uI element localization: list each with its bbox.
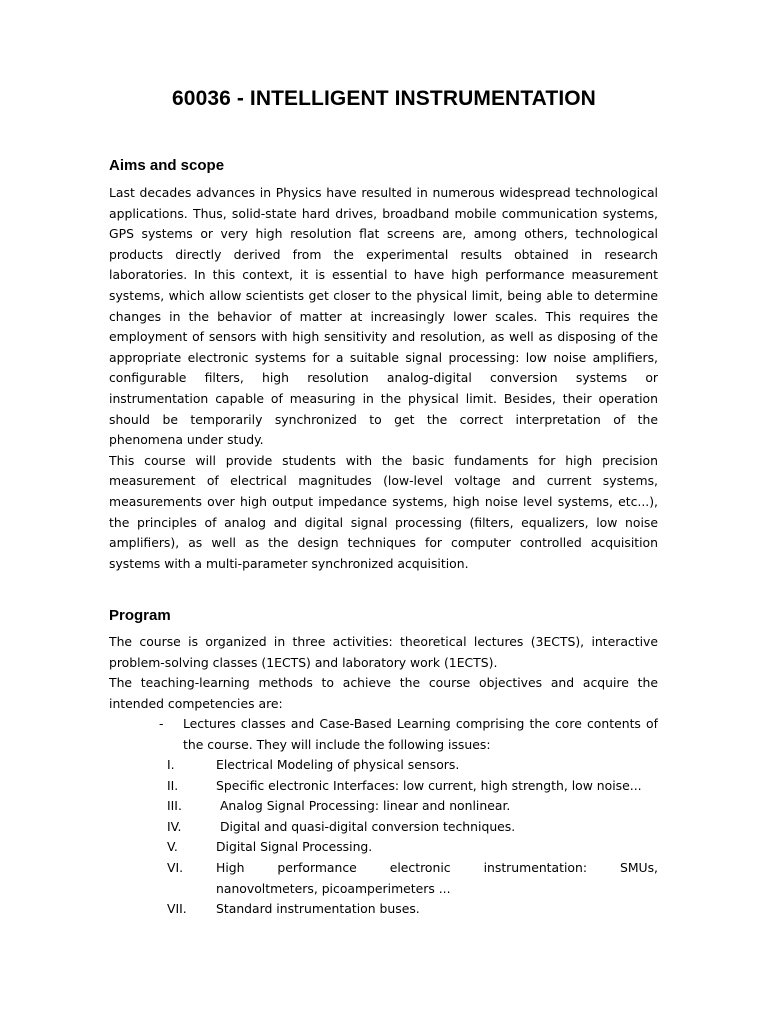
program-paragraphs xyxy=(109,632,658,714)
list-item-text: Digital Signal Processing. xyxy=(216,839,373,855)
aims-line: measurements over high output impedance systems, high noise level systems, etc...), xyxy=(109,493,658,509)
list-item-text: Digital and quasi-digital conversion techniques. xyxy=(216,818,516,834)
list-item-number: I. xyxy=(167,757,175,772)
aims-line: should be temporarily synchronized to get the correct interpretation of the xyxy=(109,411,658,427)
list-item-number: VI. xyxy=(167,859,184,875)
bullet-marker: - xyxy=(159,716,164,731)
list-item xyxy=(109,755,658,776)
aims-line: Last decades advances in Physics have resulted in numerous widespread technological xyxy=(109,185,658,200)
list-item xyxy=(109,899,658,920)
program-line: The course is organized in three activities: theoretical lectures (3ECTS), interactive xyxy=(109,634,658,649)
aims-line: amplifiers), as well as the design techniques for computer controlled acquisition xyxy=(109,535,658,551)
list-item xyxy=(109,817,658,838)
program-line: problem-solving classes (1ECTS) and laboratory work (1ECTS). xyxy=(109,654,498,670)
list-item-text: nanovoltmeters, picoamperimeters ... xyxy=(216,880,451,896)
aims-paragraphs xyxy=(109,183,658,574)
aims-line: configurable filters, high resolution analog-digital conversion systems or xyxy=(109,370,658,386)
aims-line: measurement of electrical magnitudes (low-level voltage and current systems, xyxy=(109,473,658,489)
bullet-line: Lectures classes and Case-Based Learning comprising the core contents of xyxy=(183,716,658,731)
list-item-text: Electrical Modeling of physical sensors. xyxy=(216,757,460,772)
issues-list xyxy=(109,755,658,920)
list-item xyxy=(109,776,658,797)
list-item-text: Specific electronic Interfaces: low current, high strength, low noise... xyxy=(216,777,642,793)
list-item xyxy=(109,796,658,817)
list-item xyxy=(109,858,658,899)
aims-line: systems, which allow scientists get closer to the physical limit, being able to determine xyxy=(109,287,658,303)
list-item-text: Analog Signal Processing: linear and nonlinear. xyxy=(216,798,511,814)
aims-line: employment of sensors with high sensitivity and resolution, as well as disposing of the xyxy=(109,329,658,345)
aims-heading: Aims and scope xyxy=(109,157,225,174)
aims-line: instrumentation capable of measuring in the physical limit. Besides, their operation xyxy=(109,390,658,406)
program-heading: Program xyxy=(109,607,171,624)
bullet-line: the course. They will include the following issues: xyxy=(183,736,491,752)
aims-line: systems with a multi-parameter synchronized acquisition. xyxy=(109,555,469,571)
aims-line: the principles of analog and digital signal processing (filters, equalizers, low noise xyxy=(109,514,658,530)
list-item-number: VII. xyxy=(167,901,187,917)
aims-line: applications. Thus, solid-state hard drives, broadband mobile communication systems, xyxy=(109,205,658,221)
aims-line: laboratories. In this context, it is essential to have high performance measurement xyxy=(109,267,658,283)
list-item-number: III. xyxy=(167,798,182,814)
document-title: 60036 - INTELLIGENT INSTRUMENTATION xyxy=(172,87,596,110)
bullet-text xyxy=(183,714,658,755)
program-line: The teaching-learning methods to achieve the course objectives and acquire the xyxy=(109,675,658,691)
aims-line: changes in the behavior of matter at increasingly lower scales. This requires the xyxy=(109,308,658,324)
aims-line: This course will provide students with the basic fundaments for high precision xyxy=(109,452,658,468)
list-item-number: II. xyxy=(167,777,179,793)
list-item-number: IV. xyxy=(167,818,182,834)
aims-line: GPS systems or very high resolution flat screens are, among others, technological xyxy=(109,226,658,242)
list-item-text: Standard instrumentation buses. xyxy=(216,901,420,917)
aims-line: appropriate electronic systems for a suitable signal processing: low noise amplifiers, xyxy=(109,349,658,365)
list-item-text: High performance electronic instrumentation: SMUs, xyxy=(216,859,658,875)
list-item-number: V. xyxy=(167,839,178,855)
list-item xyxy=(109,837,658,858)
aims-line: phenomena under study. xyxy=(109,432,264,448)
aims-line: products directly derived from the experimental results obtained in research xyxy=(109,246,658,262)
program-line: intended competencies are: xyxy=(109,695,283,711)
